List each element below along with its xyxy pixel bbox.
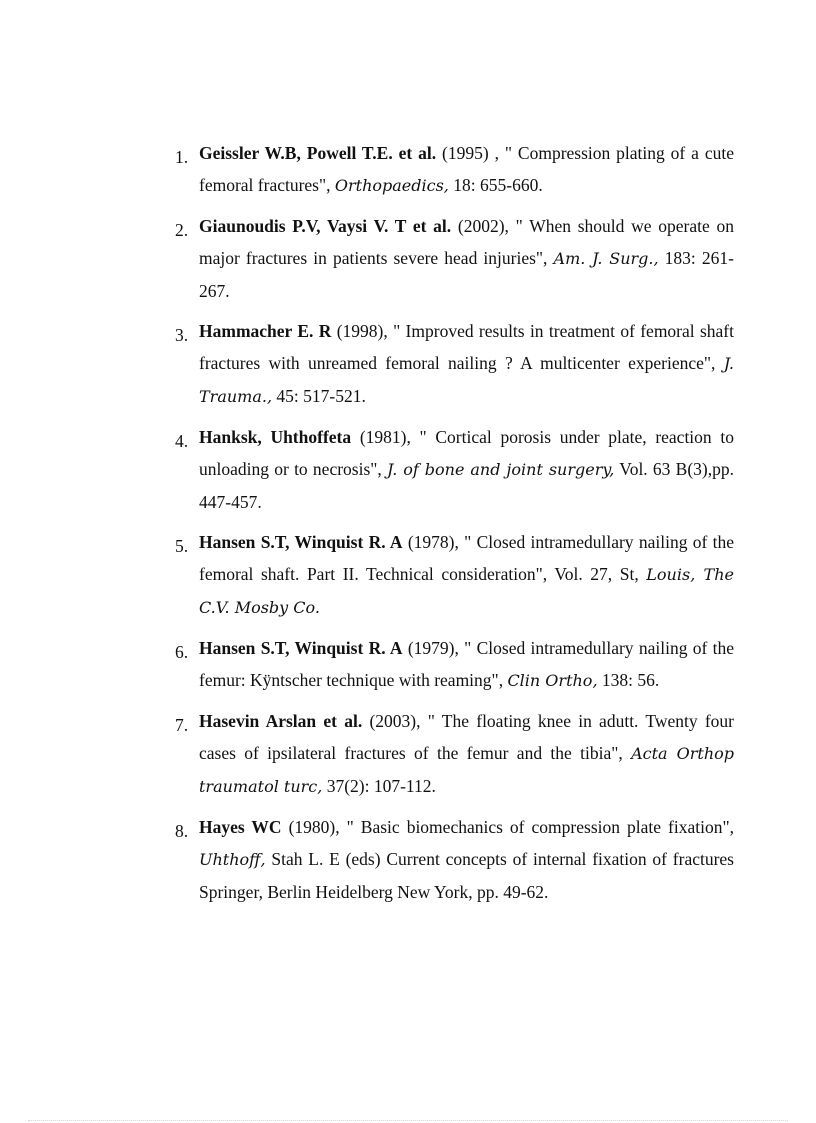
reference-number: 2. (175, 220, 189, 240)
reference-number: 8. (175, 821, 189, 841)
reference-journal: Acta Orthop traumatol turc, (199, 744, 735, 796)
reference-authors: Giaunoudis P.V, Vaysi V. T et al. (199, 216, 452, 236)
reference-number: 3. (175, 325, 189, 345)
reference-details: Vol. 63 B(3),pp. 447-457. (199, 459, 735, 512)
reference-journal: Uhthoff, (199, 850, 266, 869)
reference-item (172, 811, 734, 908)
reference-text: (1978), " Closed intramedullary nailing of the femoral shaft. Part II. Technical consideration", Vol. 27, St, (199, 532, 734, 584)
reference-text: (2003), " The floating knee in adutt. Twenty four cases of ipsilateral fractures of the femur and the tibia", (199, 711, 734, 763)
reference-authors: Hansen S.T, Winquist R. A (199, 532, 403, 552)
reference-number: 5. (175, 536, 189, 556)
reference-item (172, 137, 734, 202)
reference-number: 1. (175, 147, 189, 167)
reference-details: 37(2): 107-112. (322, 776, 436, 796)
reference-details: 18: 655-660. (448, 175, 543, 195)
reference-item (172, 421, 734, 518)
reference-item (172, 315, 734, 413)
reference-item (172, 705, 734, 803)
reference-journal: Louis, The C.V. Mosby Co. (199, 565, 734, 617)
reference-number: 4. (175, 431, 189, 451)
reference-details: 45: 517-521. (272, 386, 366, 406)
reference-text: (1998), " Improved results in treatment of femoral shaft fractures with unreamed femoral nailing ? A multicenter experience", (199, 321, 734, 373)
reference-item (172, 210, 734, 307)
reference-number: 7. (175, 715, 189, 735)
reference-details: 183: 261-267. (199, 248, 734, 301)
reference-list (172, 137, 734, 916)
reference-text: (1981), " Cortical porosis under plate, reaction to unloading or to necrosis", (199, 427, 734, 479)
reference-journal: Orthopaedics, (334, 176, 449, 195)
reference-item (172, 526, 734, 624)
reference-journal: J. Trauma., (199, 354, 734, 406)
reference-authors: Hansen S.T, Winquist R. A (199, 638, 403, 658)
reference-authors: Geissler W.B, Powell T.E. et al. (199, 143, 437, 163)
reference-details: 138: 56. (597, 670, 660, 690)
page-bottom-divider (28, 1120, 788, 1121)
reference-authors: Hanksk, Uhthoffeta (199, 427, 352, 447)
reference-number: 6. (175, 642, 189, 662)
reference-text: (2002), " When should we operate on major fractures in patients severe head injuries", (199, 216, 735, 268)
reference-journal: J. of bone and joint surgery, (387, 460, 615, 479)
reference-authors: Hammacher E. R (199, 321, 332, 341)
reference-journal: Clin Ortho, (507, 671, 598, 690)
reference-authors: Hasevin Arslan et al. (199, 711, 363, 731)
reference-item (172, 632, 734, 697)
reference-text: (1995) , " Compression plating of a cute femoral fractures", (199, 143, 734, 195)
reference-text: (1980), " Basic biomechanics of compression plate fixation", (281, 817, 735, 837)
reference-details: Stah L. E (eds) Current concepts of internal fixation of fractures Springer, Berlin Heidelberg New York, pp. 49-62. (199, 849, 734, 902)
reference-authors: Hayes WC (199, 817, 282, 837)
reference-journal: Am. J. Surg., (553, 249, 659, 268)
reference-text: (1979), " Closed intramedullary nailing of the femur: Kÿntscher technique with reaming", (199, 638, 734, 690)
